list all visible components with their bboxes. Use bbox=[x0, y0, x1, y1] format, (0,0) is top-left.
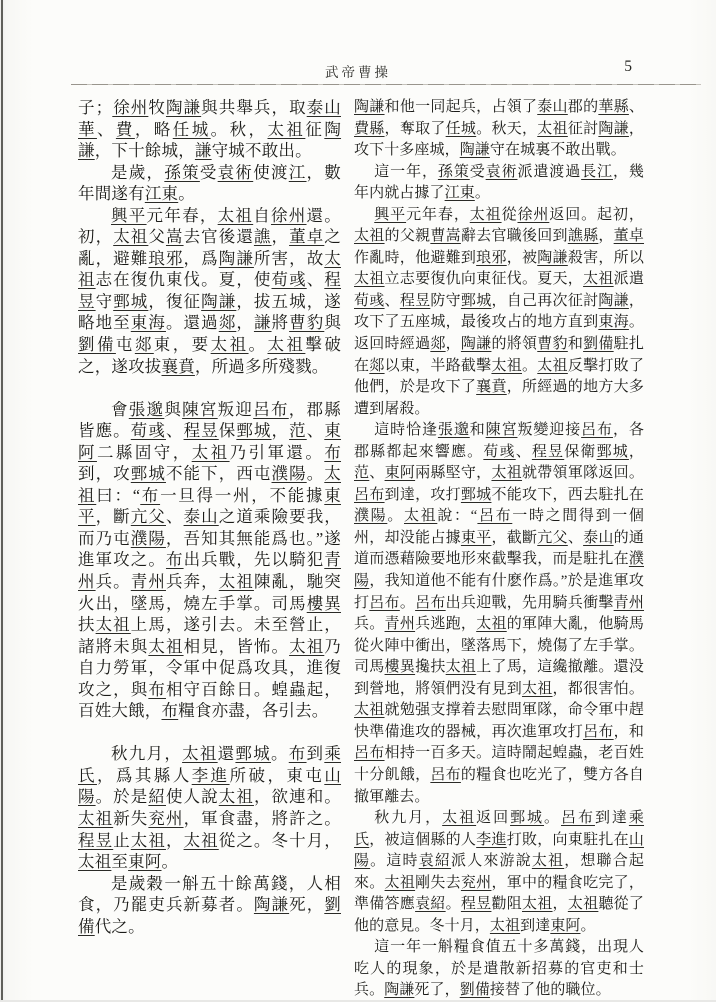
translation-paragraph: 這一年，孫策受袁術派遣渡過長江，幾年内就占據了江東。 bbox=[354, 163, 644, 202]
scan-edge-artifact bbox=[1, 0, 3, 1000]
translation-paragraph: 這一年一斛糧食值五十多萬錢，出現人吃人的現象，於是遣散新招募的官吏和士兵。陶謙死了，劉備接替了他的職位。 bbox=[354, 939, 644, 999]
header-rule bbox=[71, 84, 701, 85]
translation-paragraph: 興平元年春，太祖從徐州返回。起初，太祖的父親曹嵩辭去官職後回到譙縣，董卓作亂時，他避難到琅邪，被陶謙殺害，所以太祖立志要復仇向東征伐。夏天，太祖派遣荀彧、程昱防守鄄城，自己再次征討陶謙，攻下了五座城，最後攻占的地方直到東海。返回時經過郯，陶謙的將領曹豹和劉備駐扎在郯以東，半路截擊太祖。太祖反擊打敗了他們，於是攻下了襄賁，所經過的地方大多遭到屠殺。 bbox=[354, 206, 645, 417]
classical-paragraph: 子；徐州牧陶謙與共舉兵，取泰山華、費，略任城。秋，太祖征陶謙，下十餘城，謙守城不敢出。 bbox=[78, 98, 342, 161]
classical-paragraph: 興平元年春，太祖自徐州還。初，太祖父嵩去官後還譙，董卓之亂，避難琅邪，爲陶謙所害，故太祖志在復仇東伐。夏，使荀彧、程昱守鄄城，復征陶謙，拔五城，遂略地至東海。還過郯，謙將曹豹與劉備屯郯東，要太祖。太祖擊破之，遂攻拔襄賁，所過多所殘戮。 bbox=[78, 205, 342, 376]
two-column-body bbox=[78, 97, 644, 1002]
classical-text-column bbox=[78, 97, 341, 1002]
classical-paragraph: 秋九月，太祖還鄄城。布到乘氏，爲其縣人李進所破，東屯山陽。於是紹使人說太祖，欲連和。太祖新失兖州，軍食盡，將許之。程昱止太祖，太祖從之。冬十月，太祖至東阿。 bbox=[78, 744, 342, 872]
translation-paragraph: 秋九月，太祖返回鄄城。呂布到達乘氏，被這個縣的人李進打敗，向東駐扎在山陽。這時袁紹派人來游說太祖，想聯合起來。太祖剛失去兖州，軍中的糧食吃完了，準備答應袁紹。程昱勸阻太祖，太祖聽從了他的意見。冬十月，太祖到達東阿。 bbox=[354, 810, 645, 934]
translation-column bbox=[354, 97, 644, 1002]
translation-paragraph: 這時恰逢張邈和陳宮叛變迎接呂布，各郡縣都起來響應。荀彧、程昱保衛鄄城，范、東阿兩縣堅守，太祖就帶領軍隊返回。呂布到達，攻打鄄城不能攻下，西去駐扎在濮陽。太祖說：“呂布一時之間得到一個州，却没能占據東平，截斷亢父、泰山的通道而憑藉險要地形來截擊我，而是駐扎在濮陽，我知道他不能有什麽作爲。”於是進軍攻打呂布。呂布出兵迎戰，先用騎兵衝擊青州兵。青州兵逃跑，太祖的軍陣大亂，他騎馬從火陣中衝出，墜落馬下，燒傷了左手掌。司馬樓異攙扶太祖上了馬，這纔撤離。還没到營地，將領們没有見到太祖，都很害怕。太祖就勉强支撑着去慰問軍隊，命令軍中趕快準備進攻的器械，再次進軍攻打呂布，和呂布相持一百多天。這時鬧起蝗蟲，老百姓十分飢餓，呂布的糧食也吃光了，雙方各自撤軍離去。 bbox=[354, 422, 645, 805]
running-title: 武帝曹操 bbox=[325, 65, 391, 80]
classical-paragraph: 是歲穀一斛五十餘萬錢，人相食，乃罷吏兵新募者。陶謙死，劉備代之。 bbox=[78, 873, 341, 936]
classical-paragraph: 會張邈與陳宮叛迎呂布，郡縣皆應。荀彧、程昱保鄄城，范、東阿二縣固守，太祖乃引軍還。布到，攻鄄城不能下，西屯濮陽。太祖曰：“布一旦得一州，不能據東平，斷亢父、泰山之道乘險要我，而乃屯濮陽，吾知其無能爲也。”遂進軍攻之。布出兵戰，先以騎犯青州兵。青州兵奔，太祖陳亂，馳突火出，墜馬，燒左手掌。司馬樓異扶太祖上馬，遂引去。未至營止，諸將未與太祖相見，皆怖。太祖乃自力勞軍，令軍中促爲攻具，進復攻之，與布相守百餘日。蝗蟲起，百姓大餓，布糧食亦盡，各引去。 bbox=[78, 399, 342, 721]
page-number: 5 bbox=[624, 58, 632, 75]
classical-paragraph: 是歲，孫策受袁術使渡江，數年間遂有江東。 bbox=[78, 162, 342, 204]
translation-paragraph: 陶謙和他一同起兵，占領了泰山郡的華縣、費縣，奪取了任城。秋天，太祖征討陶謙，攻下十多座城，陶謙守在城裏不敢出戰。 bbox=[354, 99, 645, 159]
